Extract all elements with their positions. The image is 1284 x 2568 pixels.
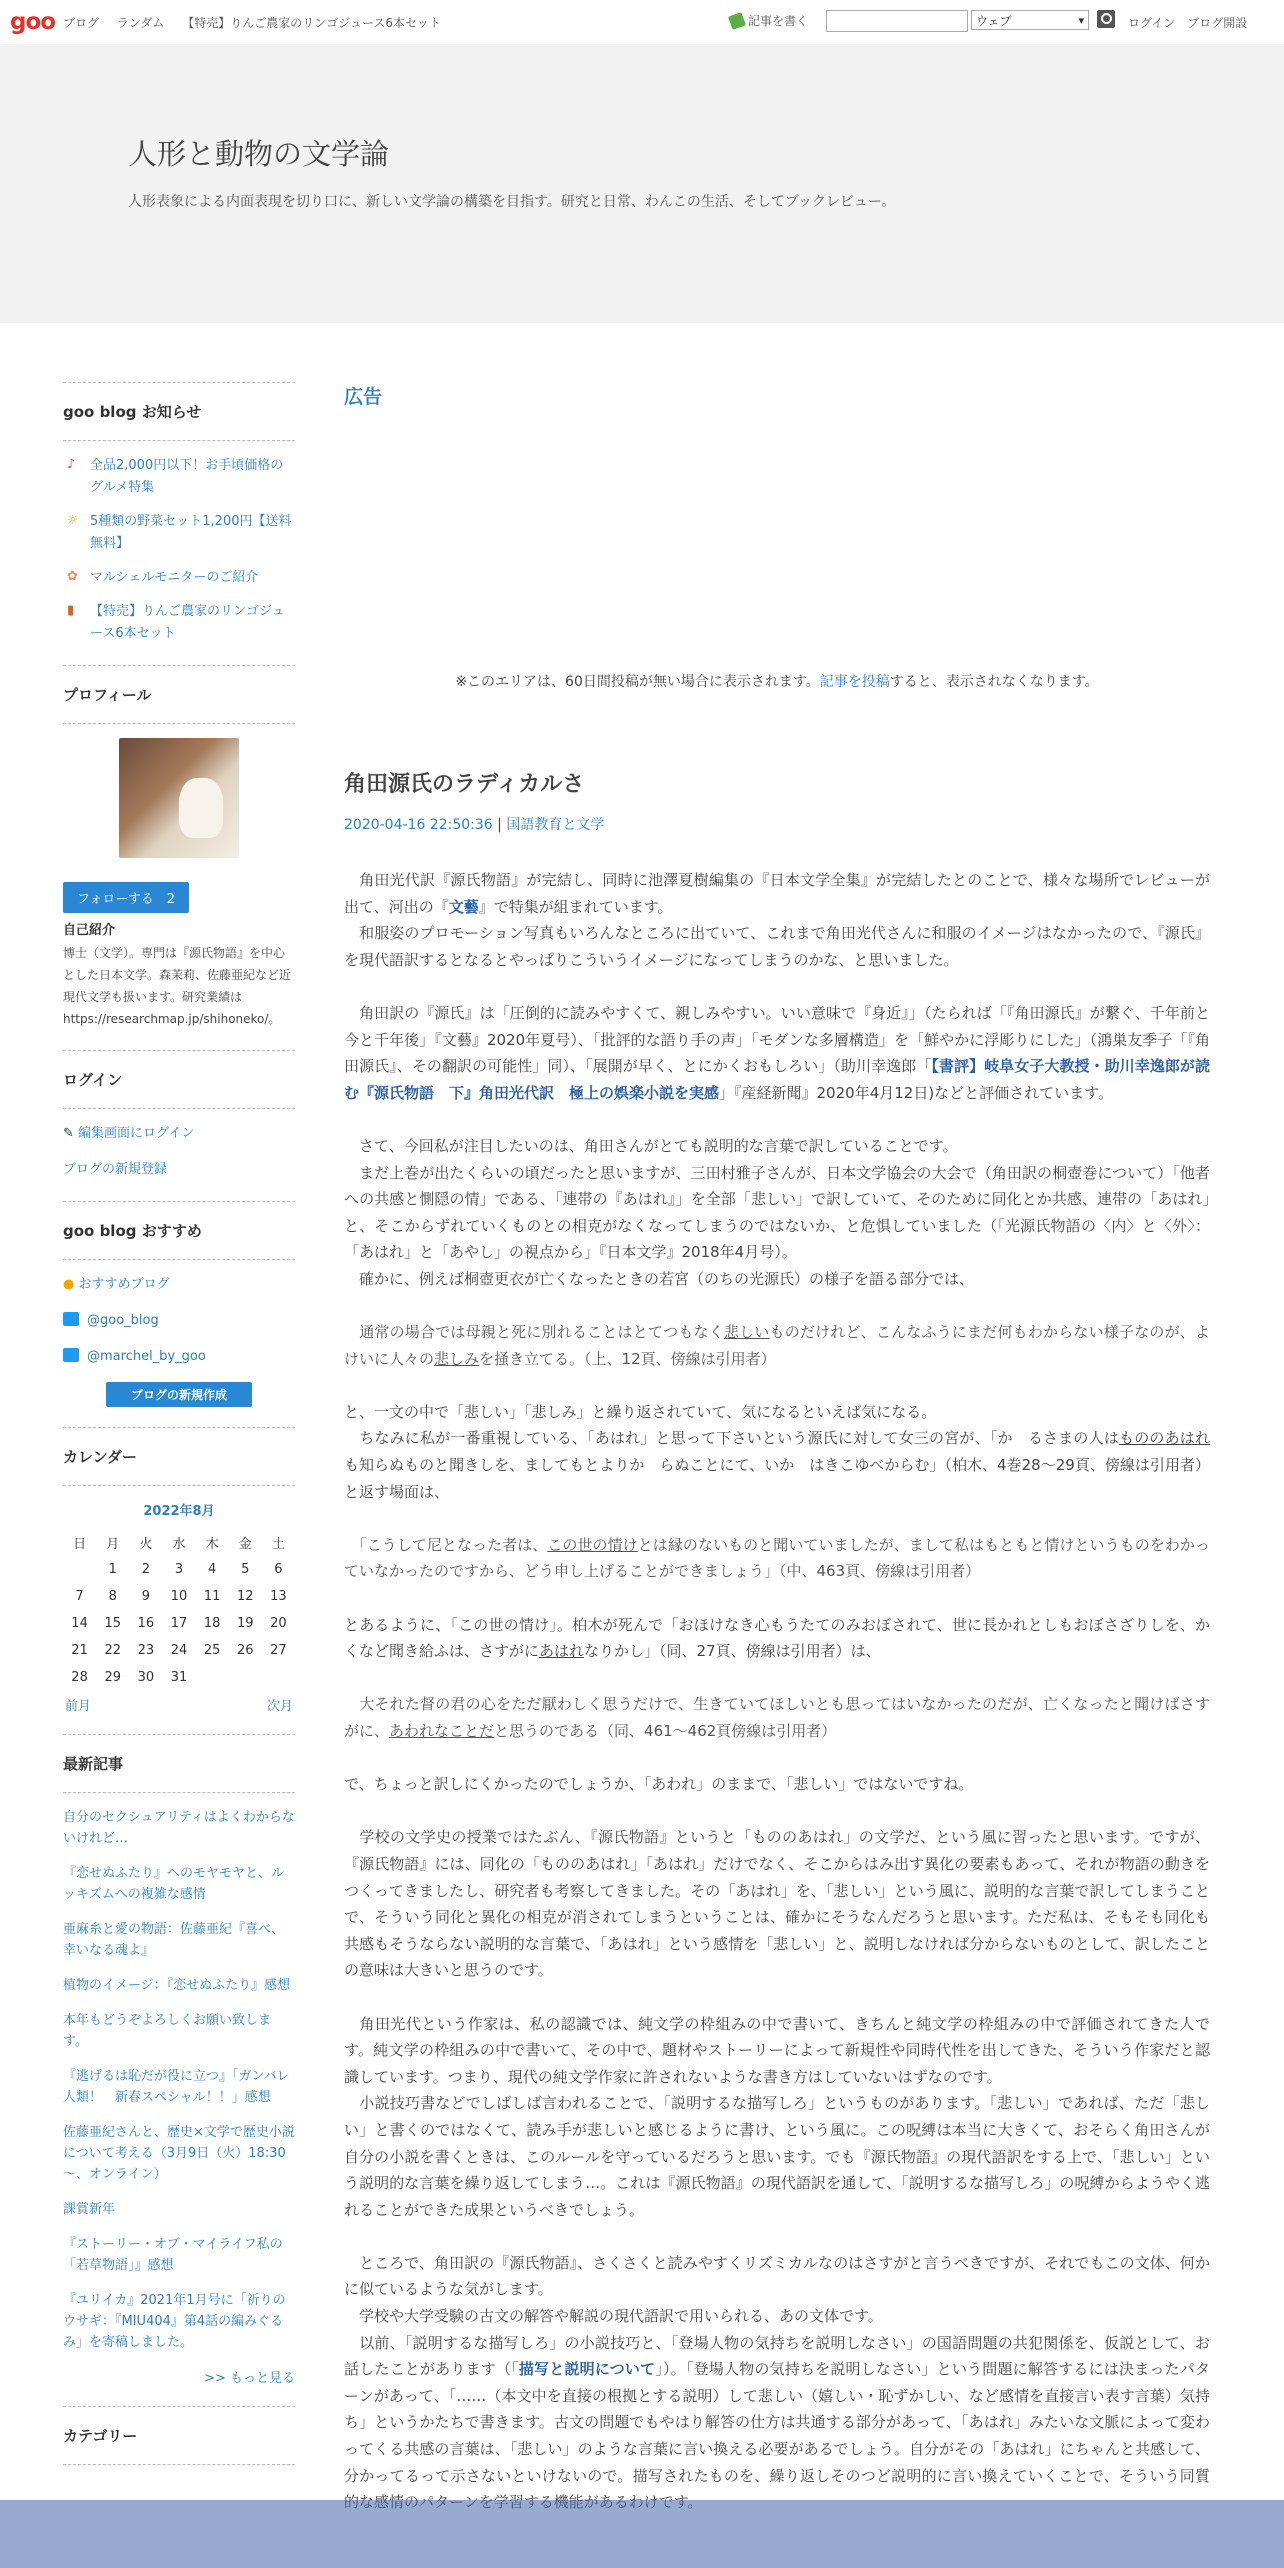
- calendar-day: 6: [274, 1562, 283, 1577]
- twitter-link-marchel[interactable]: [63, 1346, 295, 1368]
- calendar-day: 22: [104, 1643, 121, 1658]
- calendar-month: 2022年8月: [143, 1504, 215, 1519]
- calendar-day: 5: [241, 1562, 250, 1577]
- calendar-title: カレンダー: [63, 1446, 295, 1486]
- paragraph: とあるように、「この世の情け」。柏木が死んで「おほけなき心もうたてのみおぼされて、世に長かれとしもおぼさざりしを、かくなど聞き給ふは、さすがにあはれなりかし」（同、27頁、傍線は引用者）は、: [344, 1615, 1210, 1661]
- calendar-table: [63, 1529, 295, 1691]
- recent-item[interactable]: 亜麻糸と愛の物語：佐藤亜紀『喜べ、幸いなる魂よ』: [63, 1922, 285, 1958]
- review-link[interactable]: 【書評】岐阜女子大教授・助川幸逸郎が読む『源氏物語 下』角田光代訳 極上の娯楽小説を実感: [344, 1057, 1210, 1102]
- paragraph: 学校の文学史の授業ではたぶん、『源氏物語』というと「もののあはれ」の文学だ、という風に習ったと思います。ですが、『源氏物語』には、同化の「もののあはれ」「あはれ」だけでなく、そこからはみ出す異化の要素もあって、それが物語の動きをつくってきましたし、研究者も考察してきました。その「あはれ」を、「悲しい」という風に、説明的な言葉で訳してしまうことで、そういう同化と異化の相克が消されてしまうということは、確かにそうなんだろうと思います。ただ私は、そもそも同化も共感もそうならない説明的な言葉で、「あはれ」という感情を「悲しい」と、説明しなければ分からないものとして、訳したことの意味は大きいと思うのです。: [344, 1828, 1210, 1980]
- recommend-section: [63, 1201, 295, 1407]
- quote: 通常の場合では母親と死に別れることはとてつもなく悲しいものだけれど、こんなふうにまだ何もわからない様子なのが、よけいに人々の悲しみを掻き立てる。（上、12頁、傍線は引用者）: [344, 1323, 1210, 1368]
- calendar-week: [63, 1610, 295, 1637]
- calendar-day: 10: [170, 1589, 188, 1604]
- paragraph: さて、今回私が注目したいのは、角田さんがとても説明的な言葉で訳していることです。: [344, 1136, 958, 1155]
- weekday: 土: [271, 1537, 285, 1552]
- twitter-icon: [63, 1312, 79, 1326]
- recent-section: [63, 1734, 295, 2386]
- notice-link[interactable]: マルシェルモニターのご紹介: [90, 570, 259, 585]
- calendar-day: [262, 1664, 295, 1691]
- pen-icon: [728, 12, 746, 30]
- recent-item[interactable]: 佐藤亜紀さんと、歴史×文学で歴史小説について考える（3月9日（火）18:30～、オンライン）: [63, 2125, 295, 2182]
- calendar-day: 28: [71, 1670, 88, 1685]
- blog-description: 人形表象による内面表現を切り口に、新しい文学論の構築を目指す。研究と日常、わんこの生活、そしてブックレビュー。: [128, 194, 896, 210]
- paragraph: まだ上巻が出たくらいの頃だったと思いますが、三田村雅子さんが、日本文学協会の大会で（角田訳の桐壺巻について）「他者への共感と惻隠の情」である、「連帯の『あはれ』」を全部「悲しい」で訳していて、そのために同化とか共感、連帯の「あはれ」と、そこからずれていくものとの相克がなくなってしまうのではないか、と危惧していました（「光源氏物語の〈内〉と〈外〉：「あはれ」と「あやし」の視点から」『日本文学』2018年4月号）。: [344, 1163, 1210, 1262]
- open-blog-link[interactable]: ブログ開設: [1187, 16, 1248, 30]
- post-article-link[interactable]: 記事を投稿: [819, 674, 890, 690]
- paragraph: ちなみに私が一番重視している、「あはれ」と思って下さいという源氏に対して女三の宮が、「か るさまの人はもののあはれも知らぬものと聞きしを、ましてもとよりか らぬことにて、いか はきこゆべからむ」（柏木、4巻28～29頁、傍線は引用者）と返す場面は、: [344, 1429, 1210, 1501]
- calendar-day: 14: [71, 1616, 88, 1631]
- calendar-day: 31: [170, 1670, 188, 1685]
- goo-logo[interactable]: goo: [10, 9, 56, 35]
- login-section: [63, 1050, 295, 1181]
- category-title: カテゴリー: [63, 2425, 295, 2465]
- intro-text: 博士（文学）。専門は『源氏物語』を中心とした日本文学。森茉莉、佐藤亜紀など近現代文学も扱います。研究業績はhttps://researchmap.jp/shihoneko/。: [63, 946, 292, 1026]
- calendar-day: 30: [137, 1670, 155, 1685]
- weekday: 日: [73, 1537, 87, 1552]
- recent-item[interactable]: 『恋せぬふたり』へのモヤモヤと、ルッキズムへの複雑な感情: [63, 1866, 285, 1902]
- calendar-day: 13: [270, 1589, 287, 1604]
- calendar-day: 26: [237, 1643, 254, 1658]
- paragraph: 角田訳の『源氏』は「圧倒的に読みやすくて、親しみやすい。いい意味で『身近』」（たられば「『角田源氏』が繋ぐ、千年前と今と千年後」『文藝』2020年夏号）、「批評的な語り手の声」「モダンな多層構造」を「鮮やかに浮彫りにした」（鴻巣友季子「『角田源氏』、その翻訳の可能性」同）、「展開が早く、とにかくおもしろい」（助川幸逸郎「【書評】岐阜女子大教授・助川幸逸郎が読む『源氏物語 下』角田光代訳 極上の娯楽小説を実感」『産経新聞』2020年4月12日)などと評価されています。: [344, 1003, 1210, 1102]
- calendar-day: 12: [237, 1589, 254, 1604]
- recent-item[interactable]: 『ストーリー・オブ・マイライフ私の「若草物語」』感想: [63, 2237, 283, 2273]
- paragraph: と、一文の中で「悲しい」「悲しみ」と繰り返されていて、気になるといえば気になる。: [344, 1402, 937, 1421]
- paragraph: 学校や大学受験の古文の解答や解説の現代語訳で用いられる、あの文体です。: [344, 2307, 883, 2326]
- calendar-day: 29: [104, 1670, 121, 1685]
- recent-title: 最新記事: [63, 1753, 295, 1793]
- notice-item[interactable]: [63, 601, 295, 645]
- notice-item[interactable]: [63, 511, 295, 555]
- paragraph: 以前、「説明するな描写しろ」の小説技巧と、「登場人物の気持ちを説明しなさい」の国語問題の共犯関係を、仮説として、お話したことがあります（「描写と説明について」）。「登場人物の気持ちを説明しなさい」という問題に解答するには決まったパターンがあって、「……（本文中を直接の根拠とする説明）して悲しい（嬉しい・恥ずかしい、など感情を直接言い表す言葉）気持ち」というかたちで書きます。古文の問題でもやはり解答の仕方は共通する部分があって、「あはれ」みたいな文脈によって変わってくる共感の言葉は、「悲しい」のような言葉に言い換える必要があるでしょう。自分がその「あはれ」にちゃんと共感して、分かってるって示さないといけないので。描写されたものを、繰り返しそのつど説明的に言い換えていくことで、そういう同質: [344, 2333, 1210, 2485]
- calendar-day: 16: [137, 1616, 155, 1631]
- weekday: 月: [106, 1537, 120, 1552]
- calendar-day: 24: [170, 1643, 188, 1658]
- calendar-day: 15: [104, 1616, 121, 1631]
- calendar-day: [196, 1664, 229, 1691]
- calendar-day: [229, 1664, 262, 1691]
- recent-item[interactable]: 自分のセクシュアリティはよくわからないけれど…: [63, 1810, 295, 1846]
- weekday: 木: [205, 1537, 219, 1552]
- more-link[interactable]: >> もっと見る: [204, 2371, 295, 2386]
- nav-promo[interactable]: 【特売】りんご農家のリンゴジュース6本セット: [182, 16, 441, 30]
- profile-title: プロフィール: [63, 684, 295, 724]
- calendar-day: 4: [207, 1562, 217, 1577]
- notice-title: goo blog お知らせ: [63, 401, 295, 441]
- article-date[interactable]: 2020-04-16 22:50:36: [344, 817, 493, 833]
- weekday: 水: [172, 1537, 186, 1552]
- calendar-week: [63, 1583, 295, 1610]
- category-section: [63, 2406, 295, 2465]
- top-nav: [63, 14, 455, 31]
- ad-title: 広告: [344, 386, 383, 408]
- search-input[interactable]: [826, 10, 968, 32]
- notice-link[interactable]: 【特売】りんご農家のリンゴジュース6本セット: [90, 604, 285, 641]
- article-body: [344, 867, 1210, 2516]
- calendar-day: 7: [75, 1589, 84, 1604]
- paragraph: 和服姿のプロモーション写真もいろんなところに出ていて、これまで角田光代さんに和服のイメージはなかったので、『源氏』を現代語訳するとなるとやっぱりこういうイメージになってしまうのかな、と思いました。: [344, 924, 1210, 969]
- calendar-week: [63, 1664, 295, 1691]
- main-content: [344, 382, 1210, 2516]
- blog-header: [0, 44, 1284, 323]
- top-right-links: [1128, 14, 1255, 31]
- edit-login-link[interactable]: [63, 1123, 295, 1145]
- calendar-day: [63, 1556, 96, 1583]
- calendar-body: [63, 1556, 295, 1691]
- sun-icon: ☼: [67, 513, 79, 528]
- search-scope-select[interactable]: ウェブ ▾: [971, 10, 1089, 30]
- calendar-day: 19: [237, 1616, 254, 1631]
- ad-note-text: ※このエリアは、60日間投稿が無い場合に表示されます。: [455, 674, 820, 690]
- paragraph: 小説技巧書などでしばしば言われることで、「説明するな描写しろ」というものがあります。「悲しい」であれば、ただ「悲しい」と書くのではなくて、読み手が悲しいと感じるように書け、という風に。この呪縛は本当に大きくて、おそらく角田さんが自分の小説を書くときは、このルールを守っているだろうと思います。でも『源氏物語』の現代語訳をする上で、「悲しい」という説明的な言葉を繰り返してしまう…。これは『源氏物語』の現代語訳を通して、「説明するな描写しろ」の呪縛からようやく逃れることができた成果というべきでしょう。: [344, 2094, 1210, 2219]
- recent-item[interactable]: 『ユリイカ』2021年1月号に「祈りのウサギ：『MIU404』第4話の編みぐるみ」を寄稿しました。: [63, 2293, 286, 2350]
- calendar-day: 21: [71, 1643, 88, 1658]
- calendar-day: 25: [203, 1643, 221, 1658]
- paragraph: 角田光代という作家は、私の認識では、純文学の枠組みの中で書いて、きちんと純文学の枠組みの中で評価されてきた人です。純文学の枠組みの中で書いて、その中で、題材やストーリーによって新規性や同時代性を出してきた、そういう作家だと認識しています。つまり、現代の純文学作家に許されないような書き方はしていないはずなのです。: [344, 2014, 1210, 2086]
- calendar-day: 1: [108, 1562, 117, 1577]
- follow-button[interactable]: フォローする 2: [63, 882, 189, 913]
- paragraph: 確かに、例えば桐壺更衣が亡くなったときの若宮（のちの光源氏）の様子を語る部分では、: [344, 1269, 975, 1288]
- article-category[interactable]: 国語教育と文学: [506, 817, 605, 833]
- notice-item[interactable]: [63, 455, 295, 499]
- avatar: [119, 738, 239, 858]
- edit-login-label[interactable]: 編集画面にログイン: [78, 1126, 195, 1141]
- article-title[interactable]: 角田源氏のラディカルさ: [344, 772, 585, 797]
- write-article-link[interactable]: [730, 12, 808, 29]
- recent-item[interactable]: 本年もどうぞよろしくお願い致します。: [63, 2013, 272, 2049]
- calendar-week: [63, 1637, 295, 1664]
- recent-item[interactable]: 『逃げるは恥だが役に立つ』「ガンバレ人類！ 新春スペシャル！！」感想: [63, 2069, 290, 2105]
- ad-note: [344, 671, 1210, 691]
- calendar-day: 27: [270, 1643, 287, 1658]
- new-blog-button[interactable]: ブログの新規作成: [106, 1382, 252, 1407]
- calendar-weekday-row: [63, 1529, 295, 1556]
- notice-link[interactable]: 全品2,000円以下！お手頃価格のグルメ特集: [90, 458, 284, 495]
- recommend-blog-link[interactable]: [63, 1274, 295, 1296]
- calendar-day: 3: [174, 1562, 184, 1577]
- weekday: 金: [238, 1537, 252, 1552]
- calendar-day: 18: [203, 1616, 221, 1631]
- calendar-day: 23: [137, 1643, 155, 1658]
- calendar-day: 17: [170, 1616, 188, 1631]
- paragraph: 角田光代訳『源氏物語』が完結し、同時に池澤夏樹編集の『日本文学全集』が完結したとのことで、様々な場所でレビューが出て、河出の『文藝』で特集が組まれています。: [344, 871, 1210, 916]
- calendar-next[interactable]: 次月: [266, 1699, 293, 1714]
- notice-section: [63, 382, 295, 645]
- recent-item[interactable]: 課賞新年: [63, 2202, 116, 2217]
- calendar-week: [63, 1556, 295, 1583]
- profile-section: [63, 665, 295, 1030]
- calendar-day: 11: [203, 1589, 221, 1604]
- article-meta: 2020-04-16 22:50:36 | 国語教育と文学: [344, 817, 605, 833]
- recommend-title: goo blog おすすめ: [63, 1220, 295, 1260]
- login-link[interactable]: ログイン: [1128, 16, 1176, 30]
- search-icon[interactable]: [1097, 10, 1115, 28]
- twitter-label[interactable]: @goo_blog: [87, 1313, 159, 1328]
- register-link[interactable]: ブログの新規登録: [63, 1162, 168, 1177]
- calendar-day: 20: [270, 1616, 287, 1631]
- description-link[interactable]: 描写と説明について: [518, 2360, 656, 2379]
- login-title: ログイン: [63, 1069, 295, 1109]
- notice-item[interactable]: [63, 567, 295, 589]
- twitter-icon: [63, 1348, 79, 1362]
- recommend-label[interactable]: おすすめブログ: [78, 1277, 170, 1292]
- twitter-link-goo[interactable]: [63, 1310, 295, 1332]
- twitter-label[interactable]: @marchel_by_goo: [87, 1349, 206, 1364]
- bungei-link[interactable]: 文藝: [448, 897, 479, 916]
- calendar-day: 9: [141, 1589, 150, 1604]
- calendar-section: [63, 1427, 295, 1714]
- lightbulb-icon: ●: [63, 1277, 75, 1292]
- bottom-overlay-band: [0, 2500, 1284, 2568]
- calendar-day: 8: [108, 1589, 117, 1604]
- blog-title[interactable]: 人形と動物の文学論: [128, 137, 390, 171]
- write-label: 記事を書く: [748, 14, 809, 28]
- juice-icon: ▮: [67, 603, 75, 618]
- nav-random[interactable]: ランダム: [116, 16, 165, 30]
- paragraph: ところで、角田訳の『源氏物語』、さくさくと読みやすくリズミカルなのはさすがと言うべきですが、それでもこの文体、何かに似ているような気がします。: [344, 2253, 1210, 2299]
- weekday: 火: [139, 1537, 153, 1552]
- recent-item[interactable]: 植物のイメージ：『恋せぬふたり』感想: [63, 1978, 291, 1993]
- sidebar: [63, 382, 295, 2485]
- ad-note-text: すると、表示されなくなります。: [889, 674, 1099, 690]
- top-bar: [0, 0, 1284, 45]
- calendar-nav: [65, 1695, 293, 1714]
- notice-link[interactable]: 5種類の野菜セット1,200円【送料無料】: [90, 514, 292, 551]
- quote: 大それた督の君の心をただ厭わしく思うだけで、生きていてほしいとも思ってはいなかったのだが、亡くなったと聞けばさすがに、あわれなことだと思うのである（同、461～462頁傍線は引用者）: [344, 1695, 1210, 1740]
- calendar-day: 2: [141, 1562, 150, 1577]
- quote: 「こうして尼となった者は、この世の情けとは縁のないものと聞いていましたが、まして私はもともと情けというものをわかっていなかったのですから、どう申し上げることができましょう」（中、463頁、傍線は引用者）: [344, 1535, 1210, 1581]
- pencil-icon: ✎: [63, 1126, 74, 1141]
- nav-blog[interactable]: ブログ: [63, 16, 100, 30]
- intro-label: 自己紹介: [63, 923, 116, 938]
- flower-icon: ✿: [67, 569, 78, 584]
- music-note-icon: ♪: [67, 457, 76, 472]
- paragraph: で、ちょっと訳しにくかったのでしょうか、「あわれ」のままで、「悲しい」ではないですね。: [344, 1775, 974, 1794]
- calendar-prev[interactable]: 前月: [65, 1699, 92, 1714]
